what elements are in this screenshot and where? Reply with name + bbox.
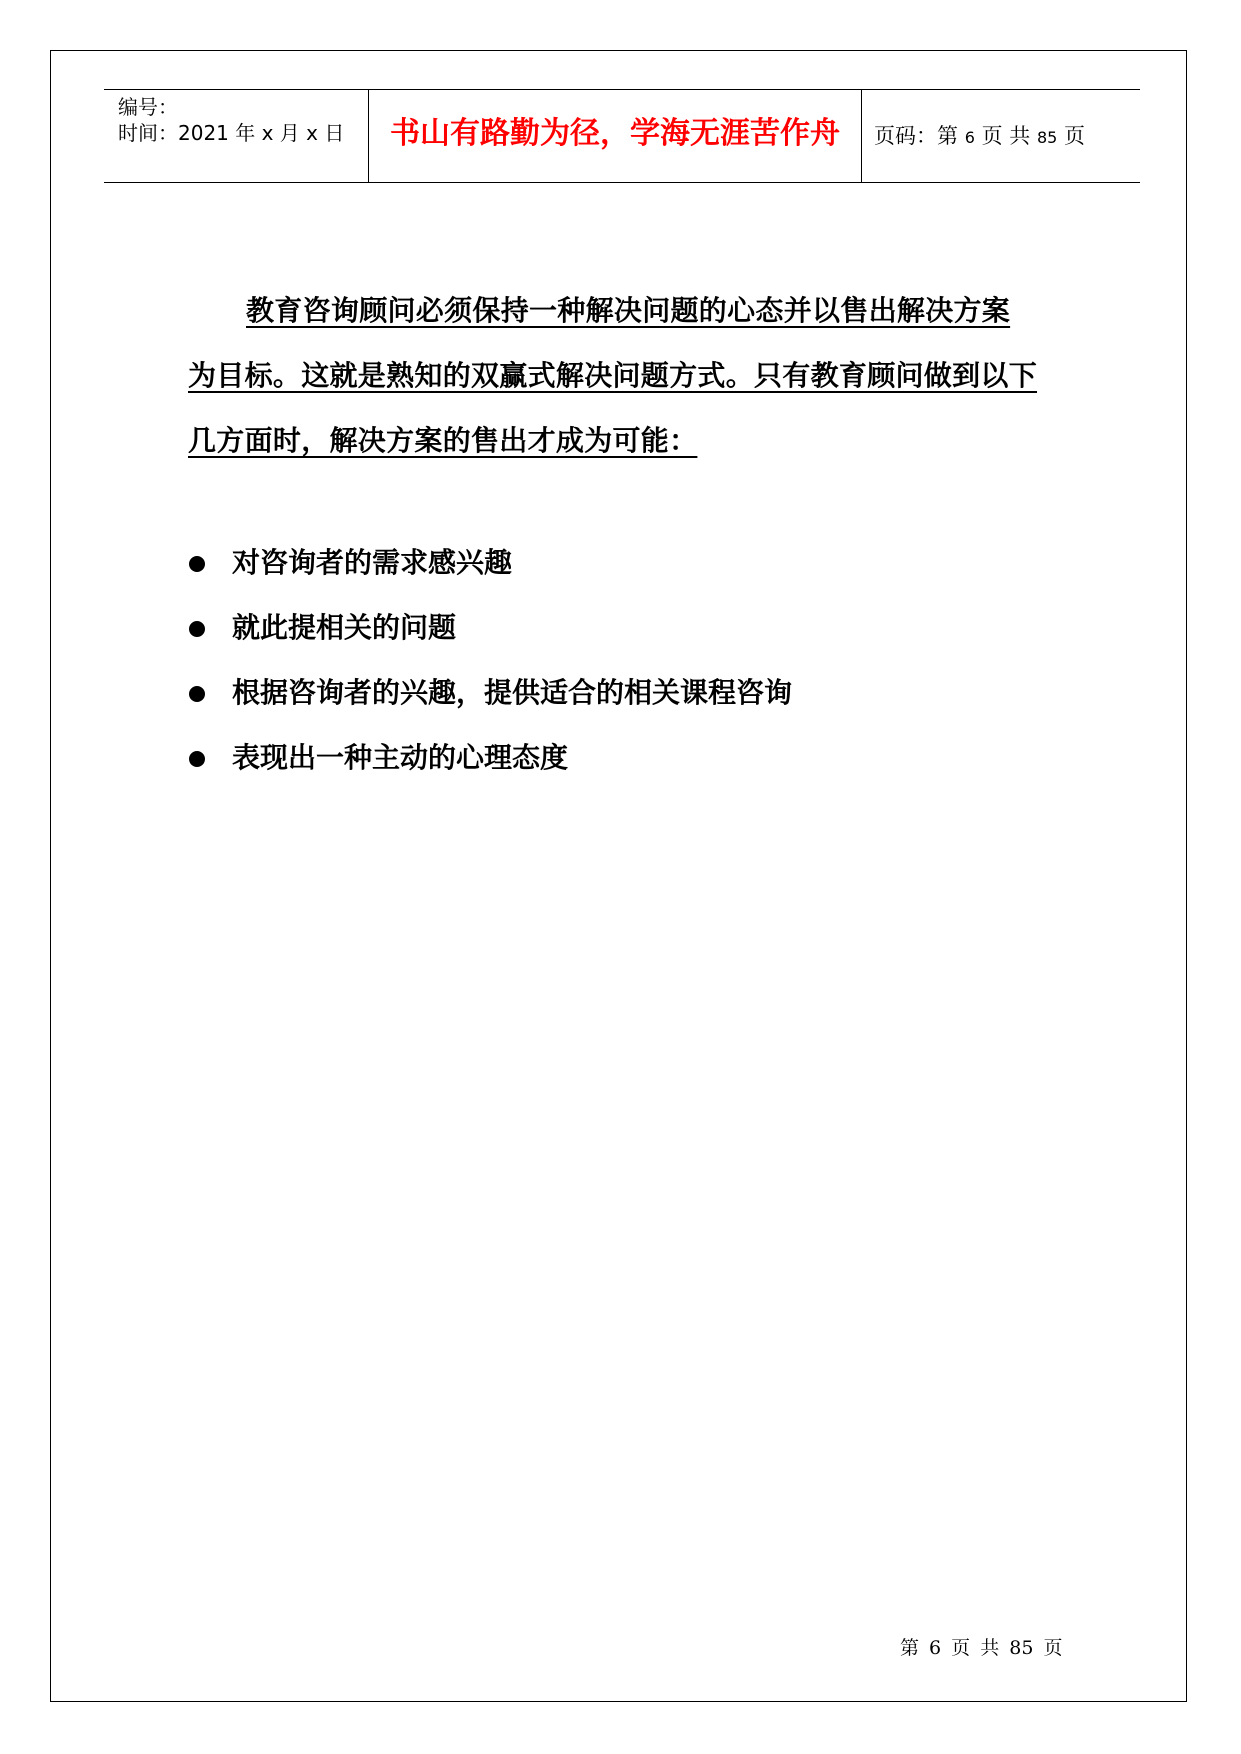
paragraph-line [188, 278, 1058, 343]
header-page-indicator [874, 122, 1085, 152]
header-page-prefix: 页码：第 [874, 124, 958, 148]
list-item-text: 表现出一种主动的心理态度 [232, 741, 569, 774]
document-header [104, 89, 1140, 183]
bullet-dot-icon [189, 556, 205, 572]
document-time-label: 时间：2021 年 x 月 x 日 [118, 121, 345, 145]
header-page-current: 6 [964, 128, 975, 147]
list-item-text: 根据咨询者的兴趣，提供适合的相关课程咨询 [232, 676, 793, 709]
bullet-dot-icon [189, 686, 205, 702]
paragraph-line-text: 为目标。这就是熟知的双赢式解决问题方式。只有教育顾问做到以下 [188, 359, 1038, 392]
list-item-text: 对咨询者的需求感兴趣 [232, 546, 513, 579]
page-footer: 第 6 页 共 85 页 [900, 1637, 1063, 1659]
header-right-cell [862, 90, 1140, 182]
body-paragraph [188, 278, 1058, 473]
header-page-total: 85 [1036, 128, 1058, 147]
header-motto: 书山有路勤为径，学海无涯苦作舟 [390, 116, 840, 151]
paragraph-line [188, 343, 1058, 408]
paragraph-line-text: 几方面时，解决方案的售出才成为可能： [188, 424, 698, 457]
paragraph-line [188, 408, 1058, 473]
header-page-mid: 页 共 [981, 124, 1031, 148]
bullet-dot-icon [189, 621, 205, 637]
bullet-dot-icon [189, 751, 205, 767]
list-item-text: 就此提相关的问题 [232, 611, 457, 644]
header-center-cell [369, 90, 862, 182]
paragraph-line-text: 教育咨询顾问必须保持一种解决问题的心态并以售出解决方案 [246, 294, 1011, 327]
header-page-suffix: 页 [1063, 124, 1085, 148]
document-number-label: 编号： [118, 95, 178, 119]
header-left-cell [104, 90, 369, 182]
